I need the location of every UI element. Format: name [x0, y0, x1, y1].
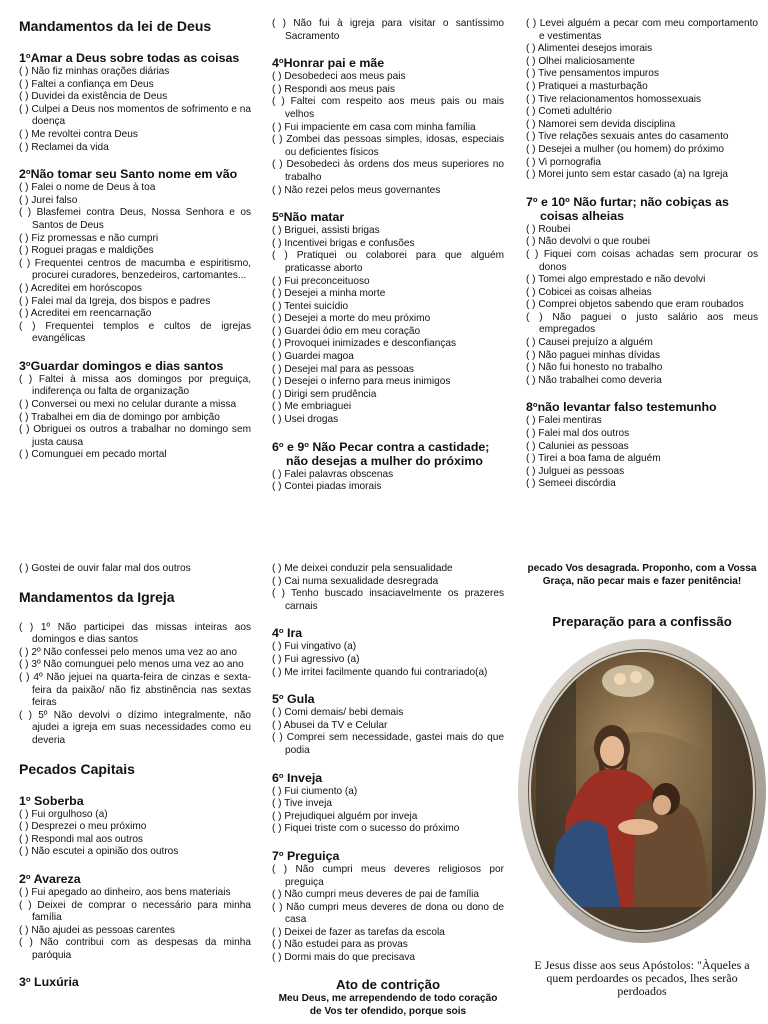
heading-title: Guardar domingos e dias santos	[30, 358, 224, 373]
closing-prayer-text: pecado Vos desagrada. Proponho, com a Vossa Graça, não pecar mais e fazer penitência!	[527, 563, 757, 587]
checklist-item: ( ) Me revoltei contra Deus	[19, 128, 138, 140]
checklist-item: ( ) Não fui à igreja para visitar o santíssimo Sacramento	[272, 18, 504, 42]
section-heading: Pecados Capitais	[19, 760, 135, 777]
section-block	[19, 975, 251, 989]
checklist-item: ( ) Não cumpri meus deveres de pai de família	[272, 889, 480, 901]
commandment-heading: 5$^o$ Gula	[272, 692, 315, 707]
checklist-item: ( ) Zombei das pessoas simples, idosas, especiais ou deficientes físicos	[272, 134, 504, 158]
checklist-item: ( ) Faltei à missa aos domingos por preguiça, indiferença ou falta de organização	[19, 373, 251, 398]
heading-number: 5	[272, 210, 279, 225]
checklist-item: ( ) Contei piadas imorais	[272, 481, 382, 493]
checklist-item: ( ) Jurei falso	[19, 194, 78, 206]
checklist-item: ( ) Falei o nome de Deus à toa	[19, 182, 156, 194]
checklist-item: ( ) Desejei a minha morte	[272, 288, 386, 300]
checklist-item: ( ) Fui vingativo (a)	[272, 641, 357, 653]
heading-title: Não matar	[283, 210, 345, 225]
heading-number: 3	[19, 358, 26, 373]
section-block	[272, 849, 504, 965]
section-block	[272, 18, 504, 43]
checklist-item: ( ) Dormi mais do que precisava	[272, 952, 416, 964]
commandment-heading: 2$^o$ Avareza	[19, 871, 81, 886]
checklist-item: ( ) Frequentei centros de macumba e espiritismo, procurei curadores, benzedeiros, cartomantes...	[19, 257, 251, 282]
section-block	[526, 400, 758, 491]
checklist-item: ( ) Trabalhei em dia de domingo por ambição	[19, 411, 220, 423]
checklist	[272, 563, 504, 613]
checklist-item: ( ) Me irritei facilmente quando fui contrariado(a)	[272, 666, 488, 678]
commandment-heading: 6$^o$ e 9$^o$ Não Pecar contra a castidade; não desejas a mulher do próximo	[272, 439, 490, 468]
commandment-heading: 1$^o$ Soberba	[19, 793, 84, 808]
checklist	[272, 469, 504, 494]
checklist-item: ( ) Gostei de ouvir falar mal dos outros	[19, 563, 191, 574]
checklist-item: ( ) Faltei com respeito aos meus pais ou mais velhos	[272, 96, 504, 120]
checklist-item: ( ) Pratiquei a masturbação	[526, 80, 648, 92]
section-block	[526, 195, 758, 388]
checklist	[526, 18, 758, 182]
heading-number: 1	[19, 51, 26, 65]
checklist-item: ( ) Não devolvi o que roubei	[526, 236, 650, 248]
checklist-item: ( ) Não rezei pelos meus governantes	[272, 184, 441, 196]
section-block	[19, 794, 251, 859]
checklist-item: ( ) Comi demais/ bebi demais	[272, 707, 404, 719]
checklist-item: ( ) Falei mal dos outros	[526, 428, 630, 440]
checklist	[19, 66, 251, 154]
checklist	[272, 225, 504, 427]
section-block	[526, 18, 758, 182]
section-block	[272, 210, 504, 427]
commandment-heading: 4$^o$ Ira	[272, 626, 303, 641]
section-block	[19, 872, 251, 963]
checklist-item: ( ) Fui ciumento (a)	[272, 785, 358, 797]
section-block	[19, 622, 251, 748]
checklist-item: ( ) Desobedeci aos meus pais	[272, 71, 406, 83]
checklist-item: ( ) Reclamei da vida	[19, 141, 109, 153]
checklist-item: ( ) Não fiz minhas orações diárias	[19, 66, 170, 77]
checklist-item: ( ) Prejudiquei alguém por inveja	[272, 810, 418, 822]
checklist-item: ( ) Não paguei o justo salário aos meus empregados	[526, 311, 758, 336]
checklist-item: ( ) Comprei sem necessidade, gastei mais do que podia	[272, 732, 504, 756]
checklist-item: ( ) Falei palavras obscenas	[272, 468, 394, 480]
column-3-top	[526, 18, 758, 504]
checklist-item: ( ) Respondi mal aos outros	[19, 833, 143, 845]
checklist-item: ( ) Causei prejuízo a alguém	[526, 337, 653, 349]
checklist-item: ( ) Incentivei brigas e confusões	[272, 237, 415, 249]
checklist-item: ( ) Tenho buscado insaciavelmente os prazeres carnais	[272, 588, 504, 612]
checklist-item: ( ) Obriguei os outros a trabalhar no domingo sem justa causa	[19, 424, 251, 448]
checklist-item: ( ) Deixei de fazer as tarefas da escola	[272, 926, 445, 938]
preparation-title: Preparação para a confissão	[552, 614, 732, 630]
checklist-item: ( ) Desejei a morte do meu próximo	[272, 313, 431, 325]
checklist-item: ( ) Blasfemei contra Deus, Nossa Senhora e os Santos de Deus	[19, 207, 251, 231]
heading-number: 9	[297, 439, 305, 454]
checklist-item: ( ) Fiz promessas e não cumpri	[19, 232, 159, 244]
checklist-item: ( ) Não trabalhei como deveria	[526, 374, 662, 386]
checklist	[272, 18, 504, 43]
checklist-item: ( ) Pratiquei ou colaborei para que alguém praticasse aborto	[272, 250, 504, 274]
section-block	[19, 359, 251, 462]
heading-number: 7	[526, 194, 533, 209]
checklist-item: ( ) Desejei mal para as pessoas	[272, 363, 414, 375]
checklist	[526, 415, 758, 491]
checklist-item: ( ) Falei mal da Igreja, dos bispos e padres	[19, 295, 211, 307]
checklist-item: ( ) Vi pornografia	[526, 156, 601, 168]
heading-title: Luxúria	[30, 975, 79, 990]
checklist-item: ( ) Olhei maliciosamente	[526, 55, 635, 67]
heading-title: Inveja	[283, 770, 323, 785]
contrition-text: Meu Deus, me arrependendo de todo coração de Vos ter ofendido, porque sois	[278, 993, 498, 1017]
checklist-item: ( ) Fui agressivo (a)	[272, 653, 360, 665]
checklist-item: ( ) Acreditei em horóscopos	[19, 282, 142, 294]
heading-title: Não furtar; não cobiças as coisas alheias	[540, 194, 729, 223]
checklist-item: ( ) Tive inveja	[272, 798, 333, 810]
checklist	[272, 71, 504, 197]
checklist-item: ( ) Não contribui com as despesas da minha paróquia	[19, 937, 251, 961]
checklist	[19, 622, 251, 748]
commandment-heading: 5$^o$Não matar	[272, 210, 345, 225]
checklist	[19, 374, 251, 462]
heading-title: Ira	[283, 626, 303, 641]
heading-title: Honrar pai e mãe	[283, 56, 385, 71]
heading-number: 2	[19, 167, 26, 182]
commandment-heading: 3$^o$Guardar domingos e dias santos	[19, 358, 224, 373]
section-block	[272, 563, 504, 613]
checklist-item: ( ) Falei mentiras	[526, 415, 602, 427]
checklist-item: ( ) Deixei de comprar o necessário para minha família	[19, 899, 251, 924]
commandment-heading: 7$^o$ Preguiça	[272, 848, 340, 863]
commandment-heading: 7$^o$ e 10$^o$ Não furtar; não cobiças as coisas alheias	[526, 194, 729, 223]
jesus-penitent-image	[516, 637, 768, 945]
heading-title: Avareza	[30, 871, 81, 886]
checklist-item: ( ) Fui orgulhoso (a)	[19, 808, 108, 820]
section-block	[19, 167, 251, 346]
checklist-item: ( ) Caluniei as pessoas	[526, 440, 629, 452]
checklist-item: ( ) Fiquei triste com o sucesso do próximo	[272, 823, 460, 835]
checklist-item: ( ) Me deixei conduzir pela sensualidade	[272, 563, 453, 574]
heading-number: 8	[526, 400, 533, 415]
checklist-item: ( ) Tomei algo emprestado e não devolvi	[526, 274, 706, 286]
section-block	[272, 626, 504, 679]
checklist	[272, 864, 504, 965]
heading-title: não levantar falso testemunho	[537, 400, 717, 415]
heading-number: 6	[272, 439, 279, 454]
heading-title: Gula	[283, 692, 315, 707]
column-1-bottom	[19, 563, 251, 1002]
section-block	[272, 440, 504, 494]
checklist	[19, 809, 251, 859]
checklist	[526, 224, 758, 388]
checklist-item: ( ) Faltei a confiança em Deus	[19, 78, 154, 90]
column-2-top	[272, 18, 504, 507]
checklist-item: ( ) Tirei a boa fama de alguém	[526, 453, 661, 465]
checklist-item: ( ) Fui impaciente em casa com minha família	[272, 121, 476, 133]
checklist-item: ( ) 2º Não confessei pelo menos uma vez ao ano	[19, 646, 238, 658]
checklist-item: ( ) Desobedeci às ordens dos meus superiores no trabalho	[272, 159, 504, 183]
checklist-item: ( ) Não fui honesto no trabalho	[526, 362, 663, 374]
checklist-item: ( ) Não cumpri meus deveres de dona ou dono de casa	[272, 901, 504, 926]
heading-title: Não tomar seu Santo nome em vão	[30, 167, 238, 182]
checklist	[19, 563, 251, 576]
checklist-item: ( ) Não escutei a opinião dos outros	[19, 846, 179, 858]
column-2-bottom	[272, 563, 504, 1018]
checklist-item: ( ) Fiquei com coisas achadas sem procurar os donos	[526, 248, 758, 273]
checklist-item: ( ) 4º Não jejuei na quarta-feira de cinzas e sexta-feira da paixão/ não fiz abstinência nas sextas feiras	[19, 671, 251, 709]
checklist-item: ( ) 1º Não participei das missas inteiras aos domingos e dias santos	[19, 621, 251, 646]
heading-title: Preguiça	[283, 848, 340, 863]
column-3-bottom	[526, 563, 758, 998]
bible-verse: E Jesus disse aos seus Apóstolos: "Àqueles a quem perdoardes os pecados, lhes serão perdoados	[534, 957, 750, 998]
heading-number: 4	[272, 56, 279, 71]
section-block	[272, 56, 504, 197]
checklist-item: ( ) Usei drogas	[272, 414, 339, 426]
checklist-item: ( ) Alimentei desejos imorais	[526, 43, 653, 55]
checklist-item: ( ) Duvidei da existência de Deus	[19, 91, 168, 103]
commandment-heading: 1$^o$Amar a Deus sobre todas as coisas	[19, 51, 240, 65]
checklist-item: ( ) Comunguei em pecado mortal	[19, 449, 167, 461]
section-block	[19, 563, 251, 576]
checklist-item: ( ) Tive relações sexuais antes do casamento	[526, 131, 729, 143]
heading-title: Amar a Deus sobre todas as coisas	[30, 51, 240, 65]
checklist-item: ( ) Morei junto sem estar casado (a) na Igreja	[526, 169, 728, 181]
checklist-item: ( ) Desejei o inferno para meus inimigos	[272, 376, 451, 388]
checklist-item: ( ) Semeei discórdia	[526, 478, 616, 490]
checklist	[19, 182, 251, 346]
checklist-item: ( ) Desejei a mulher (ou homem) do próximo	[526, 143, 725, 155]
commandment-heading: 3$^o$ Luxúria	[19, 975, 79, 990]
checklist-item: ( ) Desprezei o meu próximo	[19, 821, 147, 833]
commandment-heading: 4$^o$Honrar pai e mãe	[272, 56, 385, 71]
heading-number: 7	[272, 848, 279, 863]
checklist-item: ( ) Conversei ou mexi no celular durante a missa	[19, 399, 237, 411]
checklist-item: ( ) Guardei magoa	[272, 351, 354, 363]
heading-number: 6	[272, 770, 279, 785]
checklist-item: ( ) 3º Não comunguei pelo menos uma vez ao ano	[19, 659, 244, 671]
column-1-top	[19, 18, 251, 475]
heading-number: 10	[551, 194, 566, 209]
checklist-item: ( ) Julguei as pessoas	[526, 465, 625, 477]
section-block	[272, 771, 504, 836]
checklist-item: ( ) Me embriaguei	[272, 401, 352, 413]
section-heading: Mandamentos da lei de Deus	[19, 18, 212, 34]
commandment-heading: 8$^o$não levantar falso testemunho	[526, 400, 717, 415]
checklist	[272, 786, 504, 836]
contrition-title: Ato de contrição	[335, 976, 441, 992]
section-block	[19, 51, 251, 154]
checklist-item: ( ) Cai numa sexualidade desregrada	[272, 575, 439, 587]
commandment-heading: 6$^o$ Inveja	[272, 770, 323, 785]
section-heading: Mandamentos da Igreja	[19, 588, 175, 605]
heading-title: Não Pecar contra a castidade; não desejas a mulher do próximo	[286, 439, 490, 468]
checklist-item: ( ) 5º Não devolvi o dízimo integralmente, não ajudei a igreja em suas necessidades como eu deveria	[19, 709, 251, 746]
checklist-item: ( ) Culpei a Deus nos momentos de sofrimento e na doença	[19, 103, 251, 128]
section-block	[272, 692, 504, 757]
checklist-item: ( ) Acreditei em reencarnação	[19, 308, 152, 320]
checklist-item: ( ) Não estudei para as provas	[272, 939, 408, 951]
heading-number: 5	[272, 692, 279, 707]
heading-title: Soberba	[30, 793, 84, 808]
checklist-item: ( ) Cometi adultério	[526, 106, 612, 118]
heading-number: 2	[19, 871, 26, 886]
checklist-item: ( ) Tive pensamentos impuros	[526, 68, 659, 80]
checklist-item: ( ) Levei alguém a pecar com meu comportamento e vestimentas	[526, 18, 758, 42]
checklist-item: ( ) Roubei	[526, 223, 571, 235]
checklist-item: ( ) Comprei objetos sabendo que eram roubados	[526, 299, 744, 311]
checklist-item: ( ) Não cumpri meus deveres religiosos por preguiça	[272, 863, 504, 888]
checklist-item: ( ) Fui preconceituoso	[272, 275, 370, 287]
checklist-item: ( ) Cobicei as coisas alheias	[526, 286, 652, 298]
heading-number: 3	[19, 975, 26, 990]
checklist-item: ( ) Não paguei minhas dívidas	[526, 349, 661, 361]
checklist	[272, 641, 504, 679]
checklist-item: ( ) Namorei sem devida disciplina	[526, 118, 676, 130]
checklist	[272, 707, 504, 757]
heading-number: 4	[272, 626, 279, 641]
column-2-bottom-list	[272, 563, 504, 965]
checklist-item: ( ) Guardei ódio em meu coração	[272, 325, 421, 337]
checklist-item: ( ) Roguei pragas e maldições	[19, 245, 154, 257]
checklist-item: ( ) Fui apegado ao dinheiro, aos bens materiais	[19, 886, 231, 898]
checklist-item: ( ) Frequentei templos e cultos de igrejas evangélicas	[19, 320, 251, 345]
commandment-heading: 2$^o$Não tomar seu Santo nome em vão	[19, 167, 238, 182]
checklist-item: ( ) Tentei suicídio	[272, 300, 349, 312]
checklist-item: ( ) Briguei, assisti brigas	[272, 225, 380, 237]
checklist-item: ( ) Abusei da TV e Celular	[272, 719, 388, 731]
checklist	[19, 887, 251, 963]
checklist-item: ( ) Dirigi sem prudência	[272, 388, 377, 400]
checklist-item: ( ) Não ajudei as pessoas carentes	[19, 924, 175, 936]
checklist-item: ( ) Respondi aos meus pais	[272, 83, 395, 95]
heading-number: 1	[19, 793, 26, 808]
checklist-item: ( ) Tive relacionamentos homossexuais	[526, 93, 702, 105]
checklist-item: ( ) Provoquei inimizades e desconfianças	[272, 338, 457, 350]
